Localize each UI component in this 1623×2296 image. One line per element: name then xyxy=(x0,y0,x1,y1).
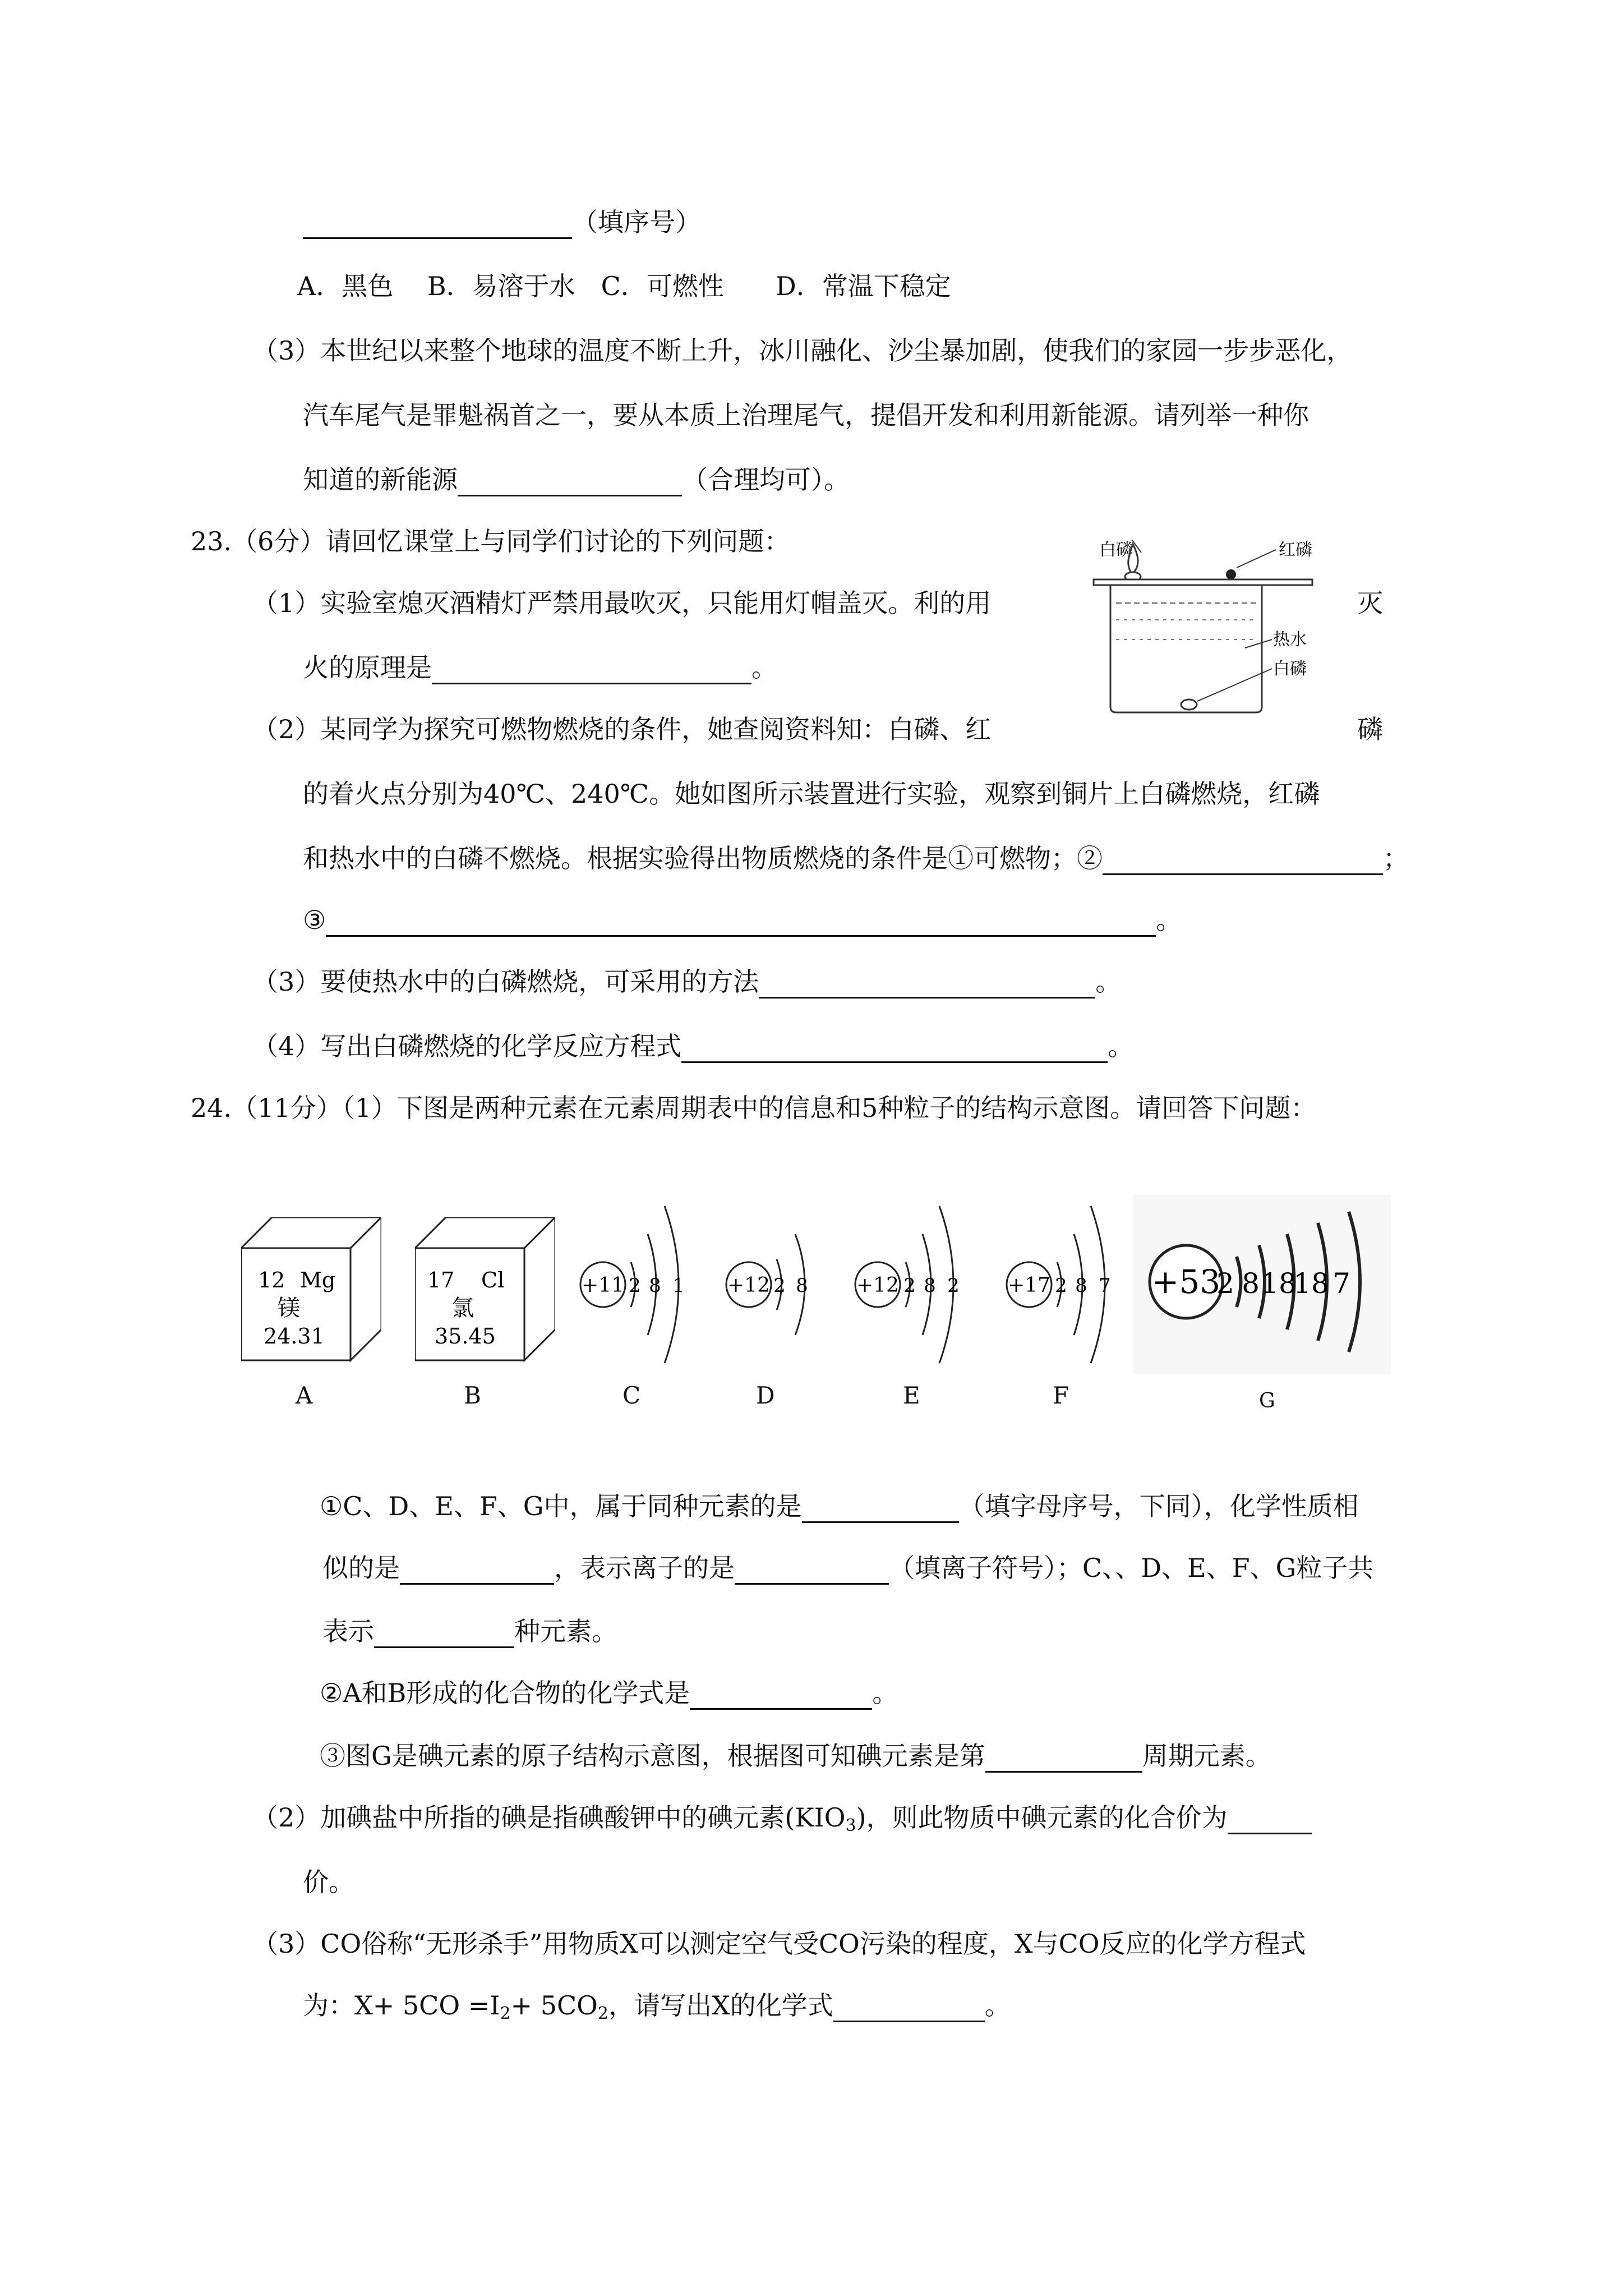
white-phosphorus-label: 白磷 xyxy=(1099,540,1133,560)
answer-blank[interactable] xyxy=(985,1744,1142,1773)
answer-blank[interactable] xyxy=(1103,846,1383,875)
particle-g-diagram xyxy=(1133,1195,1391,1374)
q22-p3-line2: 汽车尾气是罪魁祸首之一，要从本质上治理尾气，提倡开发和利用新能源。请列举一种你 xyxy=(303,400,1309,430)
svg-text:Mg: Mg xyxy=(300,1268,336,1292)
svg-text:24.31: 24.31 xyxy=(264,1324,325,1349)
q24-s1-line2: 似的是 ，表示离子的是 （填离子符号）；C、、D、E、F、G粒子共 xyxy=(322,1551,1373,1585)
answer-blank[interactable] xyxy=(458,468,682,496)
answer-blank[interactable] xyxy=(326,908,1156,937)
svg-text:+17: +17 xyxy=(1008,1274,1050,1297)
svg-text:12: 12 xyxy=(258,1268,285,1292)
svg-text:18: 18 xyxy=(1261,1267,1297,1300)
answer-blank[interactable] xyxy=(1228,1806,1312,1834)
q24-p3-line1: （3）CO俗称“无形杀手”用物质X可以测定空气受CO污染的程度，X与CO反应的化学方程式 xyxy=(252,1929,1306,1959)
q24-s2: ②A和B形成的化合物的化学式是 。 xyxy=(320,1676,898,1710)
answer-blank[interactable] xyxy=(432,656,751,684)
red-phosphorus-dot xyxy=(1226,569,1236,579)
svg-text:2: 2 xyxy=(1216,1267,1234,1300)
svg-text:镁: 镁 xyxy=(278,1295,300,1321)
q23-p1-line1: （1）实验室熄灭酒精灯严禁用最吹灭，只能用灯帽盖灭。利的用 xyxy=(252,588,992,618)
q24-p2-line2: 价。 xyxy=(303,1867,354,1897)
answer-blank[interactable] xyxy=(681,1034,1108,1063)
svg-text:2: 2 xyxy=(1055,1274,1067,1297)
q23-p1-line1-end: 灭 xyxy=(1357,588,1383,618)
particle-e-diagram xyxy=(847,1184,993,1386)
answer-blank[interactable] xyxy=(833,1994,985,2022)
q22-options: A．黑色 B．易溶于水 C．可燃性 D．常温下稳定 xyxy=(297,271,951,301)
svg-text:氯: 氯 xyxy=(451,1295,474,1321)
white-phosphorus-in-water xyxy=(1181,700,1197,710)
svg-text:1: 1 xyxy=(672,1274,685,1297)
answer-blank[interactable] xyxy=(735,1556,889,1585)
answer-blank[interactable] xyxy=(303,210,572,239)
q24-s3: ③图G是碘元素的原子结构示意图，根据图可知碘元素是第 周期元素。 xyxy=(320,1739,1271,1773)
svg-text:2: 2 xyxy=(947,1274,960,1297)
q23-p1-line2: 火的原理是 。 xyxy=(303,651,777,684)
svg-text:35.45: 35.45 xyxy=(435,1324,496,1349)
svg-text:+53: +53 xyxy=(1151,1263,1221,1301)
beaker xyxy=(1110,585,1262,712)
svg-text:8: 8 xyxy=(796,1274,808,1297)
q23-p2-line1-end: 磷 xyxy=(1357,714,1383,744)
q23-p2-line1: （2）某同学为探究可燃物燃烧的条件，她查阅资料知：白磷、红 xyxy=(252,714,992,744)
svg-text:+11: +11 xyxy=(582,1274,624,1297)
svg-text:8: 8 xyxy=(1075,1274,1087,1297)
white-phosphorus-water-label: 白磷 xyxy=(1273,659,1307,679)
figure-label-b: B xyxy=(464,1382,481,1409)
q24-p2-line1: （2）加碘盐中所指的碘是指碘酸钾中的碘元素$(KIO_3)$，则此物质中碘元素的化合价为 xyxy=(252,1801,1312,1834)
svg-text:+12: +12 xyxy=(856,1274,899,1297)
answer-blank[interactable] xyxy=(759,970,1095,999)
answer-blank[interactable] xyxy=(690,1681,872,1710)
answer-blank[interactable] xyxy=(374,1619,514,1648)
figure-label-d: D xyxy=(756,1382,775,1409)
red-phosphorus-label: 红磷 xyxy=(1279,540,1312,560)
particle-c-diagram xyxy=(572,1184,718,1386)
figure-label-e: E xyxy=(903,1382,920,1409)
copper-sheet xyxy=(1094,579,1312,585)
svg-text:18: 18 xyxy=(1293,1267,1329,1300)
q23-heading: 23.（6分）请回忆课堂上与同学们讨论的下列问题： xyxy=(191,526,790,556)
q24-heading: 24.（11分）（1）下图是两种元素在元素周期表中的信息和5种粒子的结构示意图。请回答下问题： xyxy=(191,1093,1317,1123)
svg-text:2: 2 xyxy=(903,1274,916,1297)
svg-text:8: 8 xyxy=(1242,1267,1260,1300)
particle-f-diagram xyxy=(998,1184,1144,1386)
q24-p3-line2: 为：$X+ 5CO =I_2+ 5CO_2$，请写出X的化学式 。 xyxy=(303,1990,1011,2023)
figure-label-g: G xyxy=(1259,1389,1275,1412)
svg-text:7: 7 xyxy=(1099,1274,1111,1297)
figure-label-f: F xyxy=(1053,1382,1069,1409)
figure-label-c: C xyxy=(623,1382,641,1409)
fill-note: （填序号） xyxy=(572,207,701,237)
svg-text:7: 7 xyxy=(1332,1267,1350,1300)
answer-blank[interactable] xyxy=(802,1494,959,1523)
svg-text:17: 17 xyxy=(427,1268,455,1292)
svg-text:2: 2 xyxy=(629,1274,641,1297)
svg-text:2: 2 xyxy=(773,1274,786,1297)
answer-blank[interactable] xyxy=(400,1556,554,1585)
q24-s1-line1: ①C、D、E、F、G中，属于同种元素的是 （填字母序号，下同），化学性质相 xyxy=(320,1489,1359,1523)
particle-d-diagram xyxy=(718,1200,836,1380)
svg-text:8: 8 xyxy=(649,1274,661,1297)
svg-text:8: 8 xyxy=(924,1274,936,1297)
q23-p3: （3）要使热水中的白磷燃烧，可采用的方法 。 xyxy=(252,965,1121,999)
q22-answer-line xyxy=(303,205,701,239)
element-card-chlorine xyxy=(415,1217,555,1363)
q23-p2-line2: 的着火点分别为40℃、240℃。她如图所示装置进行实验，观察到铜片上白磷燃烧，红磷 xyxy=(303,779,1320,809)
figure-label-a: A xyxy=(296,1382,313,1409)
q23-p4: （4）写出白磷燃烧的化学反应方程式 。 xyxy=(252,1029,1133,1063)
element-card-magnesium xyxy=(241,1217,381,1363)
q22-p3-line3: 知道的新能源 （合理均可）。 xyxy=(303,463,850,496)
svg-text:+12: +12 xyxy=(727,1274,770,1297)
svg-text:Cl: Cl xyxy=(481,1268,505,1292)
q23-p2-line4: ③ 。 xyxy=(303,903,1182,937)
q22-p3-line1: （3）本世纪以来整个地球的温度不断上升，冰川融化、沙尘暴加剧，使我们的家园一步步恶化， xyxy=(252,335,1353,366)
q23-p2-line3: 和热水中的白磷不燃烧。根据实验得出物质燃烧的条件是①可燃物；② ； xyxy=(303,841,1409,875)
phosphorus-experiment-figure xyxy=(1088,527,1357,724)
hot-water-label: 热水 xyxy=(1273,630,1307,650)
q24-s1-line3: 表示 种元素。 xyxy=(322,1614,617,1648)
